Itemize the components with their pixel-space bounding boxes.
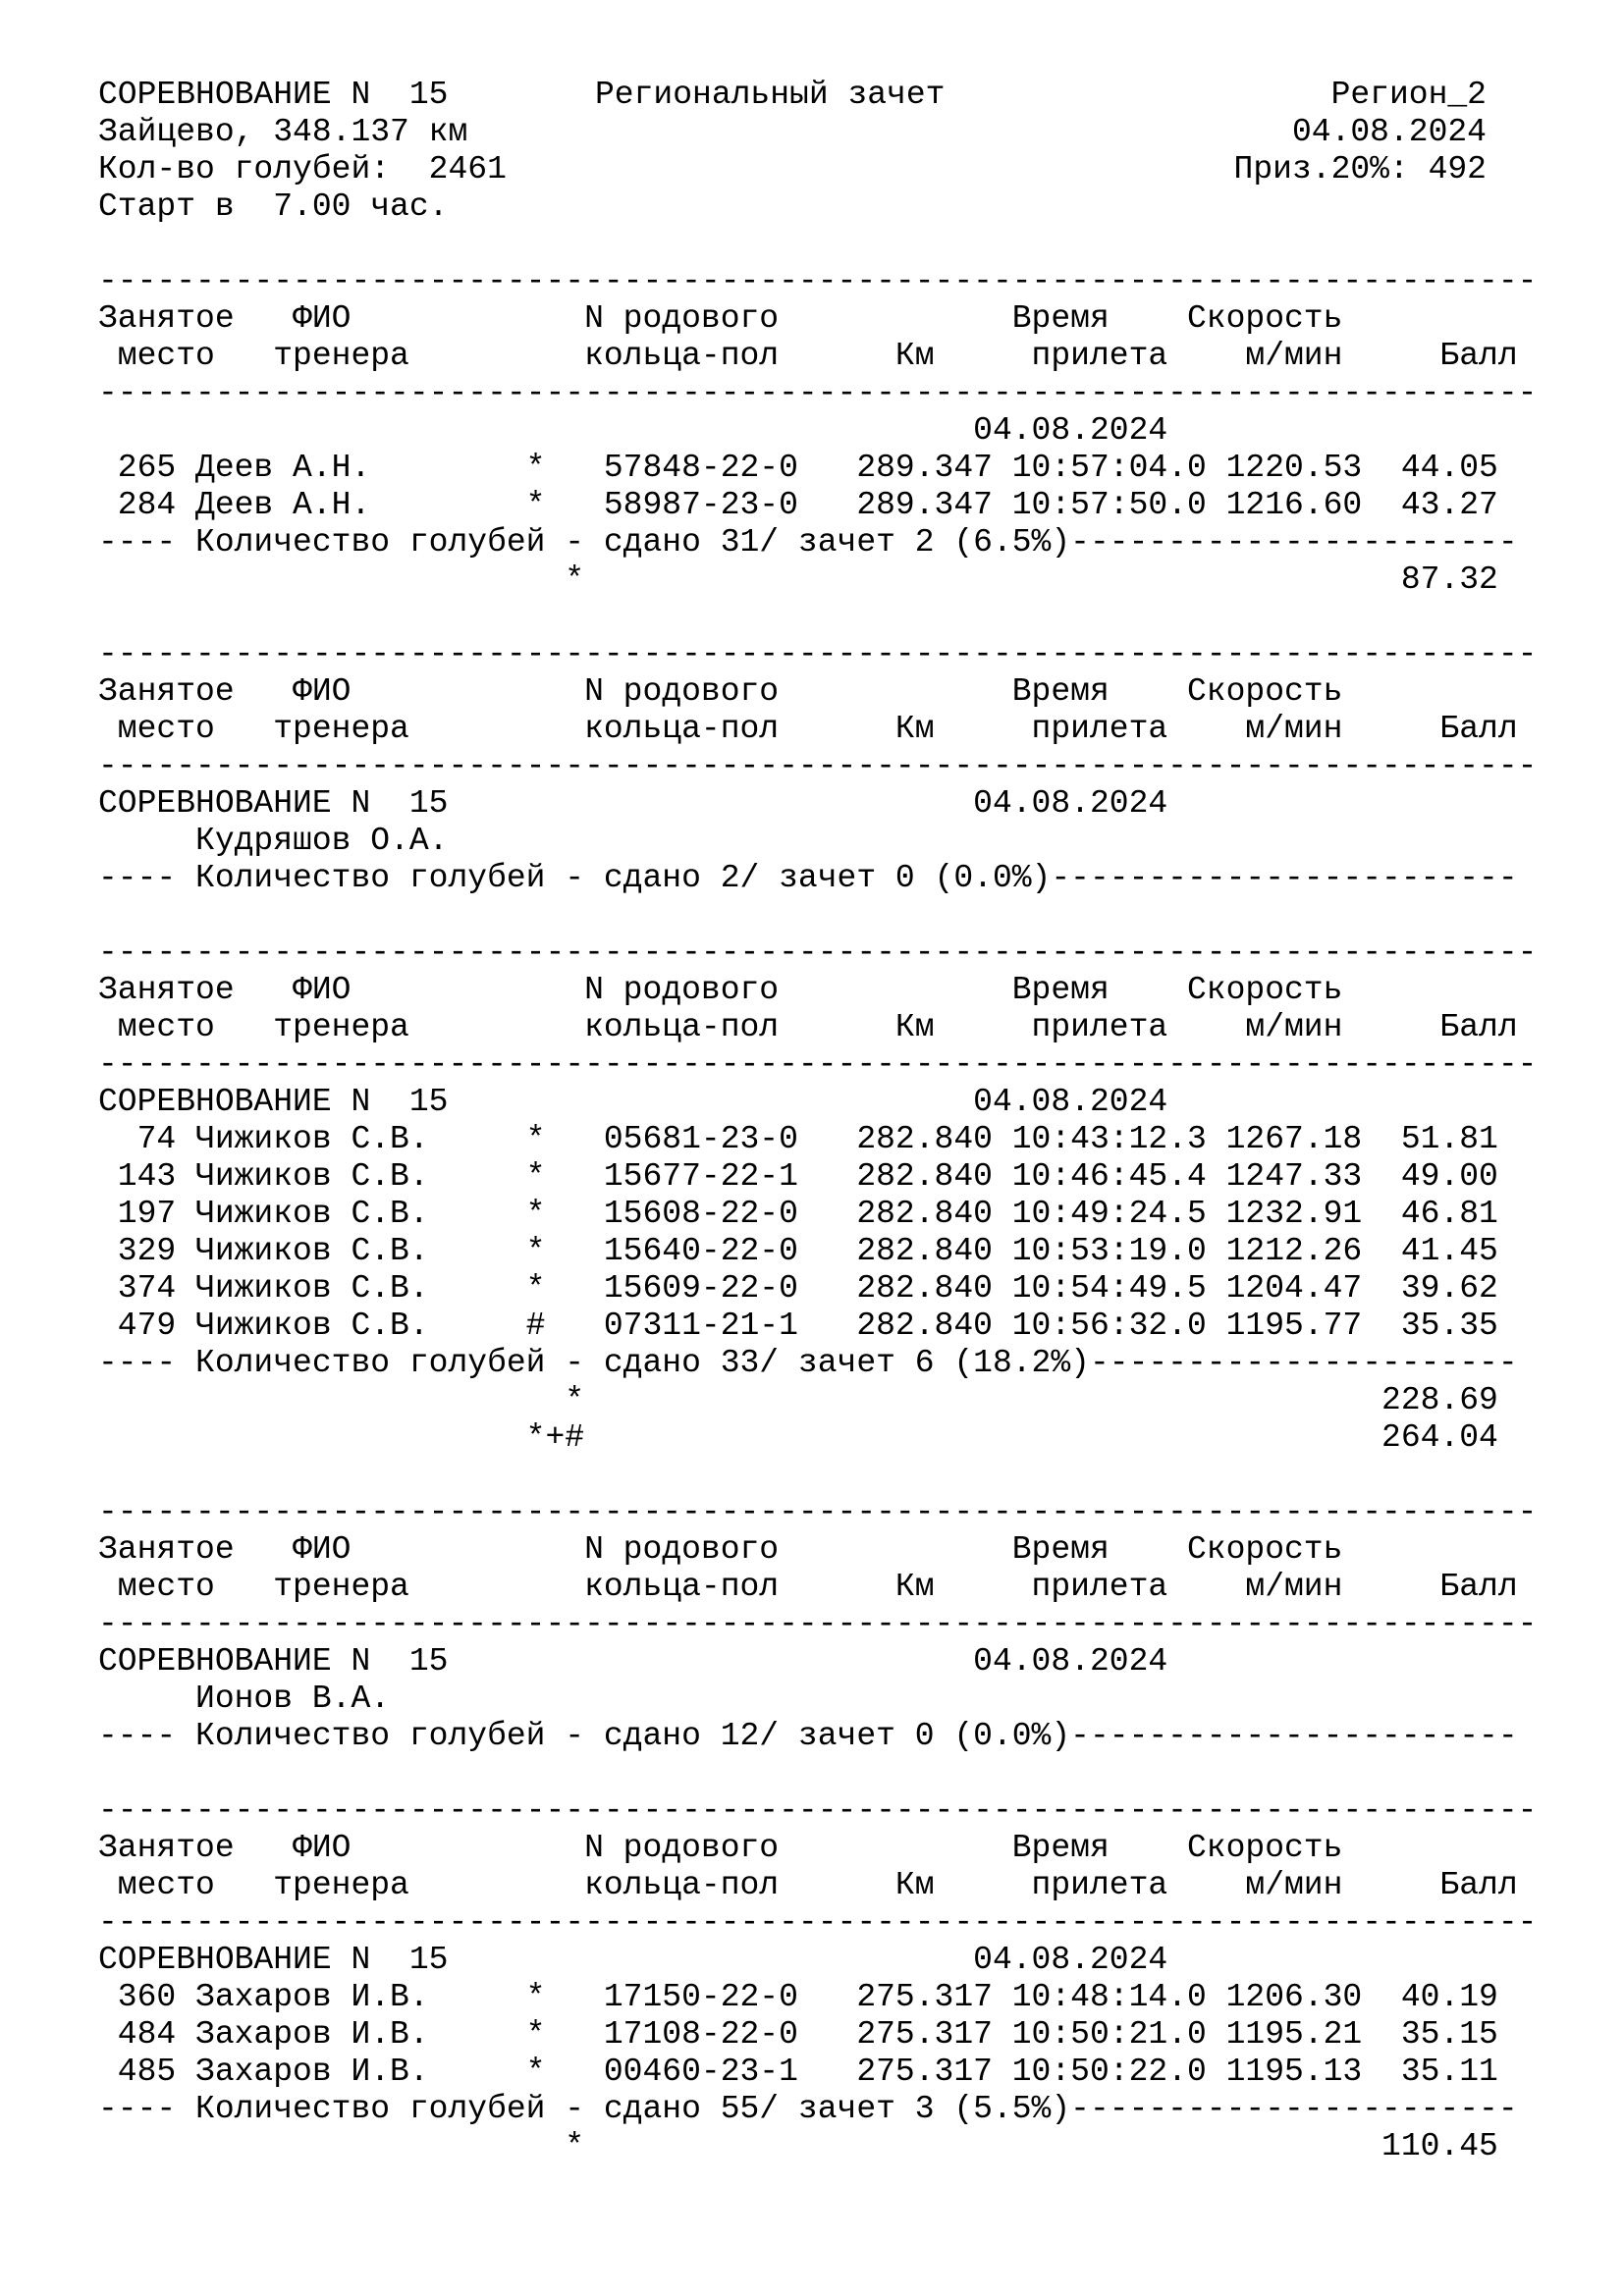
- section-title-line: СОРЕВНОВАНИЕ N 15 04.08.2024: [98, 1942, 1168, 1978]
- section-title-line: СОРЕВНОВАНИЕ N 15 04.08.2024: [98, 1643, 1168, 1680]
- table-header-line2: место тренера кольца-пол Км прилета м/мин Балл: [98, 1569, 1518, 1605]
- race-date: 04.08.2024: [1291, 114, 1487, 150]
- summary-line: ---- Количество голубей - сдано 12/ зачет 0 (0.0%)-----------------------: [98, 1718, 1518, 1754]
- separator: --------------------------------------------------------------------------: [98, 1606, 1538, 1642]
- table-header-line2: место тренера кольца-пол Км прилета м/мин Балл: [98, 1867, 1518, 1903]
- separator: --------------------------------------------------------------------------: [98, 1046, 1538, 1083]
- scoring-type: Региональный зачет: [595, 77, 946, 113]
- result-row: 143 Чижиков С.В. * 15677-22-1 282.840 10:46:45.4 1247.33 49.00: [98, 1158, 1498, 1195]
- location-distance: Зайцево, 348.137 км: [98, 114, 468, 150]
- separator: --------------------------------------------------------------------------: [98, 263, 1538, 299]
- table-header-line2: место тренера кольца-пол Км прилета м/мин Балл: [98, 338, 1518, 374]
- result-row: 284 Деев А.Н. * 58987-23-0 289.347 10:57:50.0 1216.60 43.27: [98, 487, 1498, 523]
- section-title-line: СОРЕВНОВАНИЕ N 15 04.08.2024: [98, 785, 1168, 822]
- result-row: 197 Чижиков С.В. * 15608-22-0 282.840 10:49:24.5 1232.91 46.81: [98, 1196, 1498, 1232]
- result-row: 374 Чижиков С.В. * 15609-22-0 282.840 10:54:49.5 1204.47 39.62: [98, 1270, 1498, 1307]
- summary-line: ---- Количество голубей - сдано 55/ зачет 3 (5.5%)-----------------------: [98, 2091, 1518, 2127]
- table-header-line1: Занятое ФИО N родового Время Скорость: [98, 673, 1343, 710]
- table-header-line1: Занятое ФИО N родового Время Скорость: [98, 1830, 1343, 1866]
- result-row: 74 Чижиков С.В. * 05681-23-0 282.840 10:43:12.3 1267.18 51.81: [98, 1121, 1498, 1157]
- trainer-name-line: Кудряшов О.А.: [98, 823, 449, 859]
- separator: --------------------------------------------------------------------------: [98, 1792, 1538, 1829]
- result-row: 265 Деев А.Н. * 57848-22-0 289.347 10:57:04.0 1220.53 44.05: [98, 450, 1498, 486]
- separator: --------------------------------------------------------------------------: [98, 1494, 1538, 1530]
- table-header-line2: место тренера кольца-пол Км прилета м/мин Балл: [98, 1009, 1518, 1045]
- table-header-line1: Занятое ФИО N родового Время Скорость: [98, 1531, 1343, 1568]
- section-date-line: 04.08.2024: [98, 412, 1168, 449]
- table-header-line1: Занятое ФИО N родового Время Скорость: [98, 972, 1343, 1008]
- separator: --------------------------------------------------------------------------: [98, 636, 1538, 672]
- start-time: Старт в 7.00 час.: [98, 188, 449, 225]
- prize-info: Приз.20%: 492: [1233, 151, 1487, 187]
- separator: --------------------------------------------------------------------------: [98, 375, 1538, 411]
- result-row: 484 Захаров И.В. * 17108-22-0 275.317 10:50:21.0 1195.21 35.15: [98, 2016, 1498, 2053]
- result-row: 329 Чижиков С.В. * 15640-22-0 282.840 10:53:19.0 1212.26 41.45: [98, 1233, 1498, 1269]
- table-header-line1: Занятое ФИО N родового Время Скорость: [98, 300, 1343, 337]
- total-score-line: * 110.45: [98, 2128, 1498, 2164]
- separator: --------------------------------------------------------------------------: [98, 934, 1538, 971]
- trainer-name-line: Ионов В.А.: [98, 1681, 391, 1717]
- region-label: Регион_2: [1330, 77, 1487, 113]
- result-row: 360 Захаров И.В. * 17150-22-0 275.317 10:48:14.0 1206.30 40.19: [98, 1979, 1498, 2015]
- total-score-line: * 87.32: [98, 561, 1498, 598]
- summary-line: ---- Количество голубей - сдано 2/ зачет 0 (0.0%)------------------------: [98, 860, 1518, 896]
- section-title-line: СОРЕВНОВАНИЕ N 15 04.08.2024: [98, 1084, 1168, 1120]
- summary-line: ---- Количество голубей - сдано 33/ зачет 6 (18.2%)----------------------: [98, 1345, 1518, 1381]
- pigeon-count: Кол-во голубей: 2461: [98, 151, 507, 187]
- separator: --------------------------------------------------------------------------: [98, 748, 1538, 784]
- total-score-line: * 228.69: [98, 1382, 1498, 1418]
- table-header-line2: место тренера кольца-пол Км прилета м/мин Балл: [98, 711, 1518, 747]
- result-row: 479 Чижиков С.В. # 07311-21-1 282.840 10:56:32.0 1195.77 35.35: [98, 1308, 1498, 1344]
- competition-title: СОРЕВНОВАНИЕ N 15: [98, 77, 449, 113]
- summary-line: ---- Количество голубей - сдано 31/ зачет 2 (6.5%)-----------------------: [98, 524, 1518, 561]
- result-row: 485 Захаров И.В. * 00460-23-1 275.317 10:50:22.0 1195.13 35.11: [98, 2054, 1498, 2090]
- total-score-line: *+# 264.04: [98, 1419, 1498, 1456]
- separator: --------------------------------------------------------------------------: [98, 1904, 1538, 1941]
